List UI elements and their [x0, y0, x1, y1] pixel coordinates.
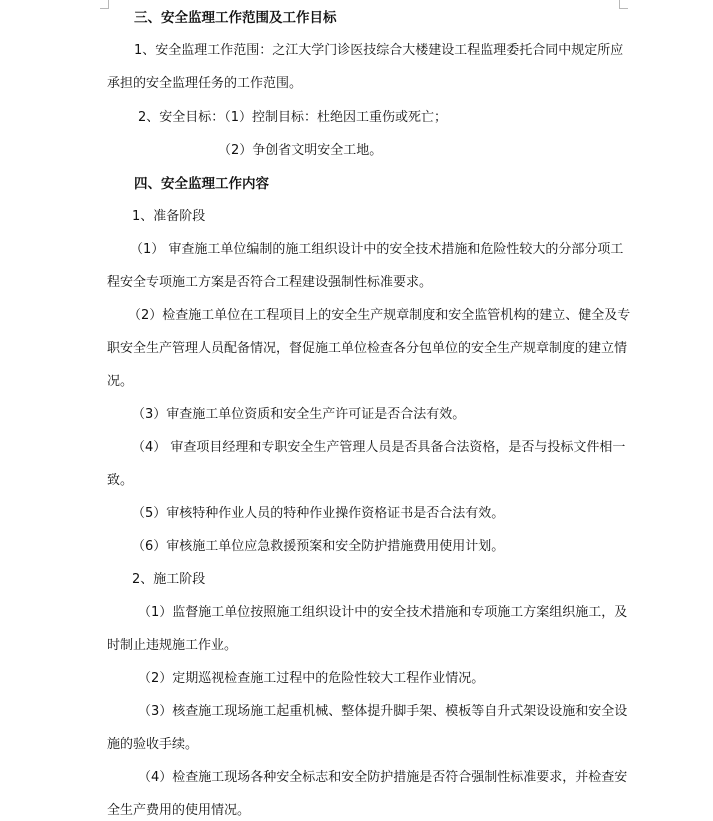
list-item-line: （2）检查施工单位在工程项目上的安全生产规章制度和安全监管机构的建立、健全及专 [128, 308, 631, 323]
paragraph-line: 2、安全目标：（1）控制目标：杜绝因工重伤或死亡； [138, 110, 448, 125]
list-item-line: 施的验收手续。 [107, 737, 199, 752]
list-item-line: （1） 审查施工单位编制的施工组织设计中的安全技术措施和危险性较大的分部分项工 [130, 242, 624, 257]
list-item-line: 况。 [107, 374, 134, 389]
list-item-line: （4）检查施工现场各种安全标志和安全防护措施是否符合强制性标准要求，并检查安 [138, 770, 628, 785]
section-heading: 四、安全监理工作内容 [134, 176, 269, 192]
list-item-line: 职安全生产管理人员配备情况，督促施工单位检查各分包单位的安全生产规章制度的建立情 [107, 341, 628, 356]
paragraph-line: （2）争创省文明安全工地。 [218, 143, 383, 158]
list-item-line: 致。 [107, 473, 134, 488]
list-item-line: （2）定期巡视检查施工过程中的危险性较大工程作业情况。 [138, 671, 485, 686]
list-item-line: （5）审核特种作业人员的特种作业操作资格证书是否合法有效。 [132, 506, 505, 521]
section-heading: 三、安全监理工作范围及工作目标 [134, 10, 337, 26]
paragraph-line: 承担的安全监理任务的工作范围。 [107, 76, 303, 91]
paragraph-line: 1、安全监理工作范围：之江大学门诊医技综合大楼建设工程监理委托合同中规定所应 [134, 43, 624, 58]
list-item-line: 全生产费用的使用情况。 [107, 803, 251, 818]
subsection-label: 2、施工阶段 [132, 572, 206, 587]
list-item-line: （1）监督施工单位按照施工组织设计中的安全技术措施和专项施工方案组织施工，及 [138, 605, 628, 620]
list-item-line: （3）核查施工现场施工起重机械、整体提升脚手架、模板等自升式架设设施和安全设 [138, 704, 628, 719]
list-item-line: （4） 审查项目经理和专职安全生产管理人员是否具备合法资格，是否与投标文件相一 [132, 440, 626, 455]
list-item-line: （3）审查施工单位资质和安全生产许可证是否合法有效。 [132, 407, 466, 422]
list-item-line: 时制止违规施工作业。 [107, 638, 238, 653]
list-item-line: （6）审核施工单位应急救援预案和安全防护措施费用使用计划。 [132, 539, 505, 554]
list-item-line: 程安全专项施工方案是否符合工程建设强制性标准要求。 [107, 275, 433, 290]
subsection-label: 1、准备阶段 [132, 209, 206, 224]
